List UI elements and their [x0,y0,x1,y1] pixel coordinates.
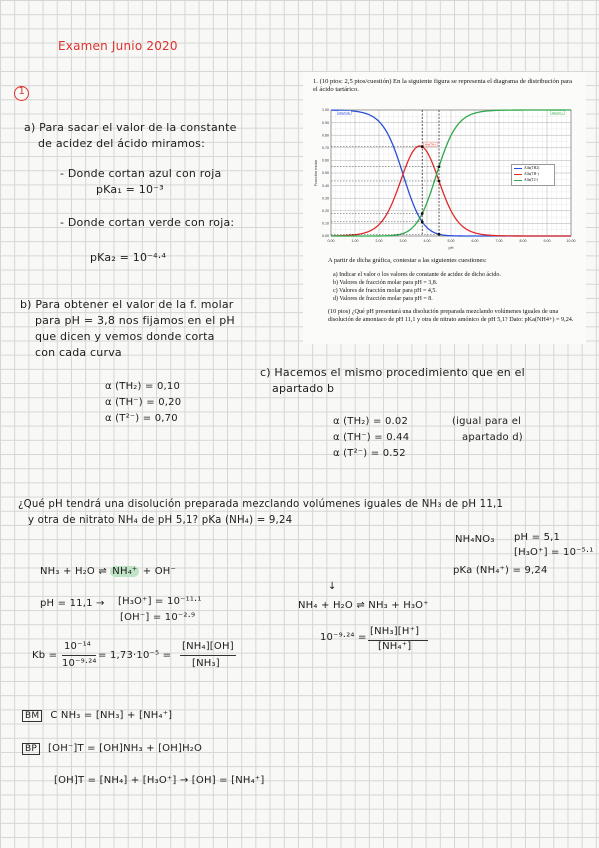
y-tick-label: 0.80 [322,133,329,138]
printed-item-d: d) Valores de fracción molar para pH = 8. [333,296,433,302]
note-a-line1: a) Para sacar el valor de la constante [24,121,237,134]
y-tick-label: 0.00 [322,234,329,239]
x-tick-label: 9.00 [543,239,551,243]
intersection-dot [438,165,441,168]
note-kb-lhs: Kb = [32,650,58,661]
note-a-line2: de acidez del ácido miramos: [38,137,205,150]
bp-tag: BP [22,743,40,755]
note-kb-rden: [NH₃] [192,658,220,669]
note-kb-den: 10⁻⁹·²⁴ [62,658,97,669]
printed-question-excerpt [303,72,586,344]
bm-tag: BM [22,710,42,722]
note-arrow: ↓ [328,581,337,592]
x-tick-label: 3.00 [399,239,407,243]
x-tick-label: 2.00 [375,239,383,243]
x-tick-label: 0.00 [327,239,335,243]
note-h3o-line: [H₃O⁺] = 10⁻¹¹·¹ [118,596,202,607]
curve-label: Alfa(TH-) [424,142,436,147]
note-c-line1: c) Hacemos el mismo procedimiento que en el [260,366,525,379]
chart-legend [511,164,555,186]
note-bm-eq: C NH₃ = [NH₃] + [NH₄⁺] [50,710,173,721]
note-kb-num: 10⁻¹⁴ [64,641,92,652]
note-b-line2: para pH = 3,8 nos fijamos en el pH [35,314,235,327]
y-tick-label: 0.10 [322,221,329,226]
y-axis-label: Fracción molar [313,159,318,187]
note-b-line4: con cada curva [35,346,122,359]
question-number-circle [14,86,29,101]
note-a-pka1: pKa₁ = 10⁻³ [96,183,164,196]
note-b-val2: α (TH⁻) = 0,20 [105,397,182,408]
x-axis-label: pH [448,245,454,250]
note-ph-line: pH = 11,1 → [40,598,105,609]
page-title: Examen Junio 2020 [58,39,178,53]
note-ka-den: [NH₄⁺] [378,641,412,652]
x-tick-label: 4.00 [423,239,431,243]
note-salt-pka: pKa (NH₄⁺) = 9,24 [453,565,548,576]
y-tick-label: 0.90 [322,120,329,125]
y-tick-label: 0.30 [322,196,329,201]
note-bp-eq: [OH⁻]T = [OH]NH₃ + [OH]H₂O [48,743,203,754]
curve-label: Alfa(T2-) [551,110,563,115]
printed-item-b: b) Valores de fracción molar para pH = 3,8. [333,280,438,286]
note-eq2: NH₄ + H₂O ⇌ NH₃ + H₃O⁺ [298,600,429,611]
x-tick-label: 10.00 [566,239,576,243]
printed-items [333,271,501,303]
note-q2-line1: ¿Qué pH tendrá una disolución preparada mezclando volúmenes iguales de NH₃ de pH 11,1 [18,499,504,510]
x-tick-label: 1.00 [351,239,359,243]
curve-label: Alfa(TH2) [338,110,351,115]
note-eq1-highlight: NH₄⁺ [112,566,138,577]
note-b-line3: que dicen y vemos donde corta [35,330,215,343]
legend-item-th: Alfa(TH-) [514,171,554,177]
x-tick-label: 5.00 [447,239,455,243]
note-a-item1: - Donde cortan azul con roja [60,167,222,180]
x-tick-label: 8.00 [519,239,527,243]
note-c-val2: α (TH⁻) = 0.44 [333,432,410,443]
note-b-line1: b) Para obtener el valor de la f. molar [20,298,234,311]
note-b-val3: α (T²⁻) = 0,70 [105,413,178,424]
x-tick-label: 6.00 [471,239,479,243]
note-c-aside2: apartado d) [462,432,523,443]
note-c-aside1: (igual para el [452,416,522,427]
note-q2-line2: y otra de nitrato NH₄ de pH 5,1? pKa (NH₄) = 9,24 [28,515,293,526]
y-tick-label: 0.70 [322,146,329,150]
note-ka-num: [NH₃][H⁺] [370,626,420,637]
note-kb-rnum: [NH₄][OH] [182,641,234,652]
printed-item-c: c) Valores de fracción molar para pH = 4,5. [333,288,437,294]
y-tick-label: 1.00 [322,108,329,113]
note-last-eq: [OH]T = [NH₄] + [H₃O⁺] → [OH] = [NH₄⁺] [54,775,265,786]
question-number: 1 [18,86,25,97]
y-tick-label: 0.60 [322,158,329,163]
y-tick-label: 0.20 [322,209,329,213]
printed-question-header: 1. (10 ptos: 2,5 ptos/cuestión) En la siguiente figura se representa el diagrama de distribución para el ácido tartárico. [313,78,573,93]
note-oh-line: [OH⁻] = 10⁻²·⁹ [120,612,196,623]
note-kb-mid: = 1,73·10⁻⁵ = [98,650,172,661]
note-salt-h3o: [H₃O⁺] = 10⁻⁵·¹ [514,547,594,558]
note-eq1-left: NH₃ + H₂O ⇌ [40,566,107,577]
note-bp [22,743,202,755]
legend-item-th2: Alfa(TH2) [514,165,554,171]
legend-item-t2: Alfa(T2-) [514,177,554,183]
note-eq1-right: + OH⁻ [142,566,177,577]
note-salt: NH₄NO₃ [455,534,495,545]
y-tick-label: 0.50 [322,171,329,176]
note-c-val3: α (T²⁻) = 0.52 [333,448,406,459]
note-c-val1: α (TH₂) = 0.02 [333,416,409,427]
note-c-line2: apartado b [272,382,335,395]
y-tick-label: 0.40 [322,183,329,188]
note-a-item2: - Donde cortan verde con roja: [60,216,235,229]
note-ka-expr: 10⁻⁹·²⁴ = [320,632,367,643]
printed-instructions: A partir de dicha gráfica, contestar a las siguientes cuestiones: [328,257,487,264]
note-bm [22,710,172,722]
note-salt-ph: pH = 5,1 [514,532,561,543]
x-tick-label: 7.00 [495,239,503,243]
note-b-val1: α (TH₂) = 0,10 [105,381,181,392]
printed-item-a: a) Indicar el valor o los valores de constante de acidez de dicho ácido. [333,272,501,278]
printed-question-2: (10 ptos) ¿Qué pH presentará una disolución preparada mezclando volúmenes iguales de una disolución de amoniaco de pH 11,1 y otra de nitrato amónico de pH 5,1? Dato: pKa(NH4+) = 9,24. [328,308,574,323]
note-eq1 [40,566,176,577]
note-a-pka2: pKa₂ = 10⁻⁴·⁴ [90,251,167,264]
